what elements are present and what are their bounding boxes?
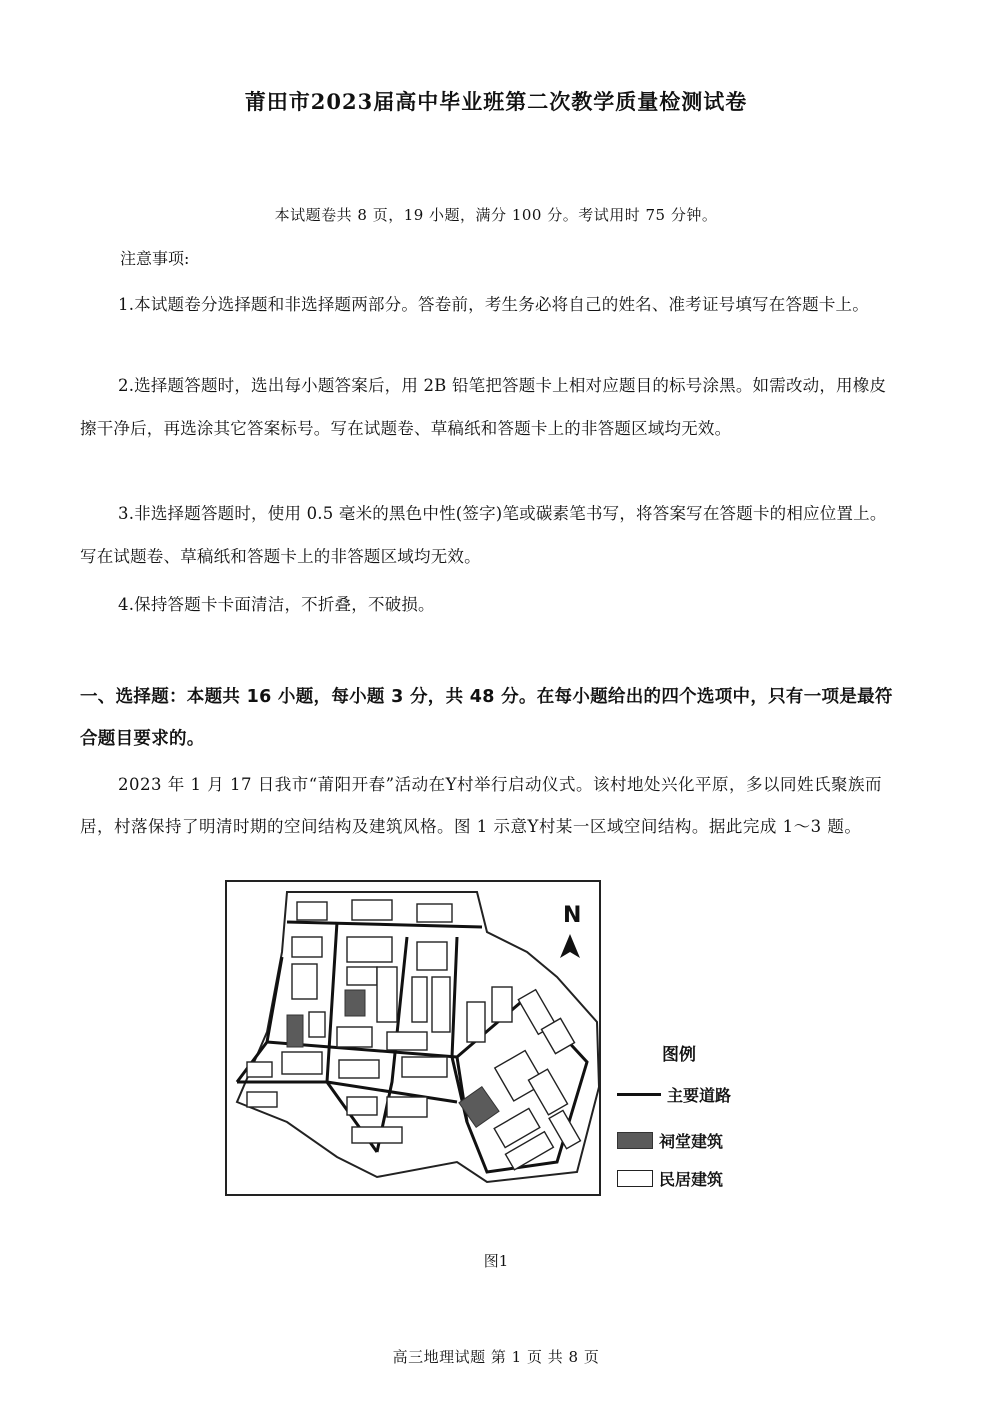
road-swatch-icon	[617, 1093, 661, 1096]
legend-label-temple: 祠堂建筑	[659, 1131, 724, 1151]
north-arrow-icon	[560, 903, 581, 958]
legend-item-house	[617, 1166, 723, 1190]
exam-meta: 本试题卷共 8 页，19 小题，满分 100 分。考试用时 75 分钟。	[274, 206, 718, 224]
legend-label-road: 主要道路	[667, 1085, 732, 1105]
village-map-drawing	[227, 882, 599, 1194]
legend-item-temple	[617, 1128, 723, 1152]
figure-caption: 图1	[483, 1252, 509, 1270]
temple-building	[345, 990, 365, 1016]
village-map	[225, 880, 601, 1196]
temple-building	[287, 1015, 303, 1047]
page-footer: 高三地理试题 第 1 页 共 8 页	[392, 1348, 600, 1366]
notice-item-2: 2.选择题答题时，选出每小题答案后，用 2B 铅笔把答题卡上相对应题目的标号涂黑。如需改动，用橡皮擦干净后，再选涂其它答案标号。写在试题卷、草稿纸和答题卡上的非答题区域均无效。	[80, 376, 887, 438]
exam-title: 莆田市2023届高中毕业班第二次教学质量检测试卷	[244, 89, 748, 114]
north-label: N	[563, 903, 582, 928]
section-heading: 一、选择题：本题共 16 小题，每小题 3 分，共 48 分。在每小题给出的四个选项中，只有一项是最符合题目要求的。	[80, 687, 893, 749]
legend-title: 图例	[662, 1045, 696, 1065]
legend-label-house: 民居建筑	[659, 1169, 724, 1189]
temple-swatch-icon	[617, 1132, 653, 1149]
notice-item-4: 4.保持答题卡卡面清洁，不折叠，不破损。	[118, 595, 435, 614]
question-intro: 2023 年 1 月 17 日我市“莆阳开春”活动在Y村举行启动仪式。该村地处兴化平原，多以同姓氏聚族而居，村落保持了明清时期的空间结构及建筑风格。图 1 示意Y村某一区域空间结构。据此完成 1～3 题。	[80, 775, 882, 836]
notice-item-1: 1.本试题卷分选择题和非选择题两部分。答卷前，考生务必将自己的姓名、准考证号填写在答题卡上。	[118, 295, 869, 314]
house-swatch-icon	[617, 1170, 653, 1187]
legend-item-road	[617, 1082, 731, 1106]
notice-heading: 注意事项:	[120, 249, 190, 268]
notice-item-3: 3.非选择题答题时，使用 0.5 毫米的黑色中性(签字)笔或碳素笔书写，将答案写在答题卡的相应位置上。写在试题卷、草稿纸和答题卡上的非答题区域均无效。	[80, 504, 887, 566]
